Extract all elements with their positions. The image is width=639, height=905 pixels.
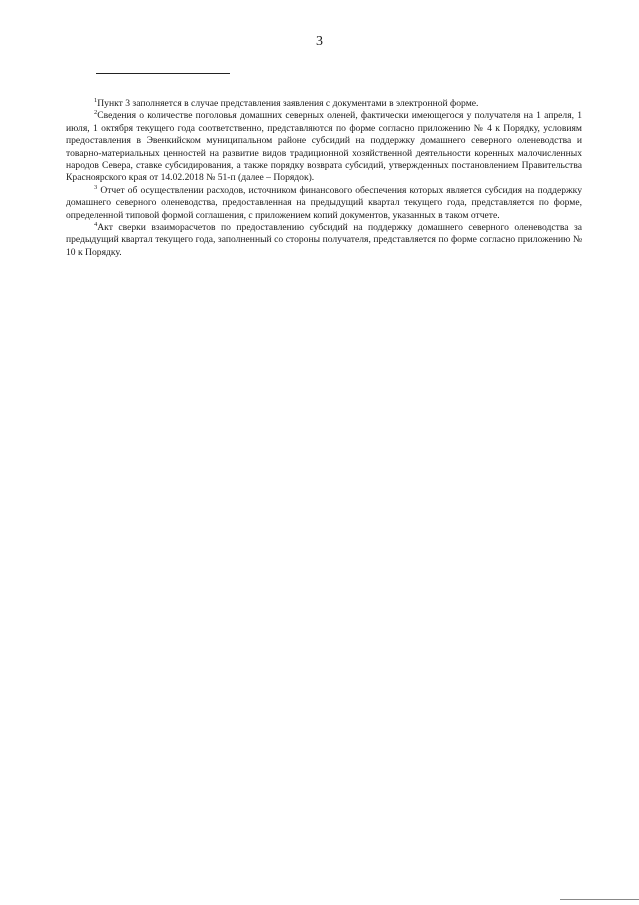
footnote-separator xyxy=(96,73,230,74)
page-number: 3 xyxy=(316,34,323,49)
footnote-3-text: Отчет об осуществлении расходов, источником финансового обеспечения которых является субсидия на поддержку домашнего северного оленеводства, предоставленная на предыдущий квартал текущего года, представляется по форме, определенной типовой формой соглашения, с приложением копий документов, указанных в таком отчете. xyxy=(66,184,583,221)
footnote-1-marker: 1 xyxy=(94,96,98,104)
footnote-1-text: Пункт 3 заполняется в случае представления заявления с документами в электронной форме. xyxy=(97,98,479,109)
footnote-4 xyxy=(66,222,582,259)
footnote-4-marker: 4 xyxy=(94,220,98,228)
footnote-4-text: Акт сверки взаиморасчетов по предоставлению субсидий на поддержку домашнего северного оленеводства за предыдущий квартал текущего года, заполненный со стороны получателя, представляется по форме согласно приложению № 10 к Порядку. xyxy=(66,222,582,258)
footnote-2-text: Сведения о количестве поголовья домашних северных оленей, фактически имеющегося у получателя на 1 апреля, 1 июля, 1 октября текущего года соответственно, представляются по форме согласно приложению № 4 к Порядку, условиям предоставления в Эвенкийском муниципальном районе субсидий на поддержку домашнего северного оленеводства и товарно-материальных ценностей на развитие видов традиционной хозяйственной деятельности коренных малочисленных народов Севера, ставке субсидирования, а также порядку возврата субсидий, утвержденных постановлением Правительства Красноярского края от 14.02.2018 № 51-п (далее – Порядок). xyxy=(66,110,582,184)
footnote-1 xyxy=(66,98,582,110)
footnote-3-marker: 3 xyxy=(94,183,98,191)
footnote-2 xyxy=(66,110,582,184)
footnote-3 xyxy=(66,185,582,222)
scan-edge-line xyxy=(560,899,639,900)
footnotes-section xyxy=(66,98,582,259)
footnote-2-marker: 2 xyxy=(94,109,98,117)
